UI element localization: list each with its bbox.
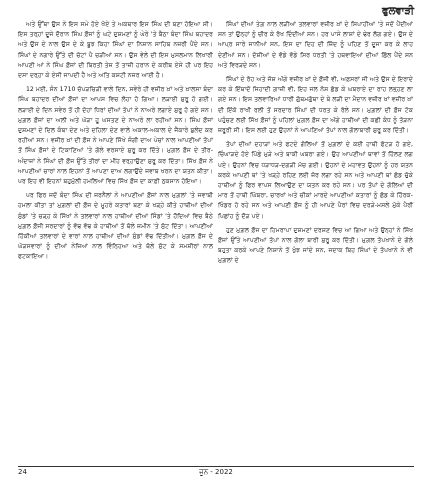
- paragraph: ਹੁਣ ਮੁਗ਼ਲ ਫ਼ੌਜ ਦਾ ਹਿਮਰਾਪਾ ਦੁਸ਼ਮਣਾਂ ਦਰਸ਼ਣ ਵਿਚ ਆ ਗਿਆ ਅਤੇ ਉਨ੍ਹਾਂ ਨੇ ਸਿੱਖ ਫ਼ੌਜਾਂ ਉੱਤੇ ਆਪਣੀਆਂ ਤੋਪਾਂ ਨਾਲ ਗੋਲਾ ਬਾਰੀ ਸ਼ੁਰੂ ਕਰ ਦਿੱਤੀ। ਮੁਗ਼ਲ ਤੋਪਖਾਨੇ ਦੇ ਗੋਲੇ ਬਹੁਤਾ ਕਰਕੇ ਆਪਣੇ ਨਿਸ਼ਾਨੇ ਤੋਂ ਖੁੰਝ ਜਾਂਦੇ ਸਨ, ਜਦਾਕ ਬਿਹ ਸਿੰਘਾਂ ਦੇ ਤੋਪਖਾਨੇ ਨੇ ਵੀ ਮੁਗ਼ਲਾਂ ਦੇ: [218, 226, 413, 265]
- masthead-title: ਫੁਲਵਾੜੀ: [382, 6, 414, 17]
- page-number: 24: [18, 468, 27, 476]
- paragraph: 12 ਮਈ, ਸੰਨ 1710 ਚੱਪੜਚਿੜੀ ਵਾਲੇ ਦਿਨ, ਸਵੇਰੇ ਹੀ ਵਜ਼ੀਰ ਖ਼ਾਂ ਅਤੇ ਖ਼ਾਲਸਾ ਬੰਦਾ ਸਿੰਘ ਬਹਾਦਰ ਦੀਆਂ ਫ਼ੌਜਾਂ ਦਾ ਆਪਸ ਵਿਚ ਲੋਹਾ ਹੋ ਗਿਆ। ਲੜਾਈ ਸ਼ੁਰੂ ਹੋ ਗਈ। ਲੜਾਈ ਦੇ ਦਿਨ ਸਵੇਰ ਤੋਂ ਹੀ ਦੋਹਾਂ ਧਿਰਾਂ ਦੀਆਂ ਤੋਪਾਂ ਨੇ ਨਾਅਰੇ ਲਗਾਏ ਸ਼ੁਰੂ ਹੋ ਗਏ ਸਨ। ਮੁਗ਼ਲ ਫ਼ੌਜਾਂ ਦਾ ਅਲੀ ਅਤੇ ਘੋੜਾ ਹੂ ਘਸਤਣ ਦੇ ਨਾਅਰੇ ਲਾ ਰਹੀਆਂ ਸਨ। ਸਿੰਘ ਫ਼ੌਜਾਂ ਦੁਸ਼ਮਣਾਂ ਦੇ ਦਿਲ ਕੰਬਾ ਦੇਣ ਅਤੇ ਦਹਿਲਾ ਦੇਣ ਵਾਲੇ ਅਕਾਲ-ਅਕਾਲ ਦੇ ਜੈਕਾਰੇ ਬੁਲੰਦ ਕਰ ਰਹੀਆਂ ਸਨ। ਵਜ਼ੀਰ ਖ਼ਾਂ ਦੀ ਫ਼ੌਜ ਨੇ ਆਪਣੇ ਸਿੱਖੇ ਜੰਗੀ ਦਾਅ ਪੇਚਾਂ ਨਾਲ ਆਪਣੀਆਂ ਤੋਪਾਂ ਤੋਂ ਸਿੰਘ ਫ਼ੌਜਾਂ ਦੇ ਟਿਕਾਣਿਆਂ 'ਤੇ ਗੋਲੇ ਵਰਸਾਏ ਸ਼ੁਰੂ ਕਰ ਦਿੱਤੇ। ਮੁਗ਼ਲ ਫ਼ੌਜ ਦੇ ਤੀਰ-ਅੰਦਾਜ਼ਾਂ ਨੇ ਸਿੰਘਾਂ ਦੀ ਫ਼ੌਜ ਉੱਤੇ ਤੀਰਾਂ ਦਾ ਮੀਂਹ ਵਰ੍ਹਾਉਣਾ ਸ਼ੁਰੂ ਕਰ ਦਿੱਤਾ। ਸਿੱਖ ਫ਼ੌਜ ਨੇ ਆਪਣੀਆਂ ਚਾਰਾਂ ਨਾਲ ਇਹਨਾਂ ਤੋਂ ਆਪਣਾ ਦਾਅ ਲਗਾਉਂਦੇ ਜਵਾਬ ਖਰਨ ਦਾ ਯਤਨ ਕੀਤਾ। ਪਰ ਇਹ ਵੀ ਇਹਨਾਂ ਬਹੁਮੁੱਲੀ ਹਮਲਿਆਂ ਵਿਚ ਸਿੱਖ ਫ਼ੌਜ ਦਾ ਕਾਫ਼ੀ ਨੁਕਸਾਨ ਹੋਇਆ।: [18, 86, 213, 186]
- left-column: [18, 20, 213, 267]
- paragraph: ਪਰ ਫਿਰ ਜਦੋਂ ਬੰਦਾ ਸਿੰਘ ਦੀ ਜਰਨੈਲਾਂ ਨੇ ਆਪਣੀਆਂ ਫ਼ੌਜਾਂ ਨਾਲ ਮੁਗ਼ਲਾਂ 'ਤੇ ਜਵਾਬੀ ਹਮਲਾ ਕੀਤਾ ਤਾਂ ਮੁਗ਼ਲਾਂ ਦੀ ਫ਼ੌਜ ਦੇ ਮੂਹਰੇ ਕਤਾਰਾਂ ਬਣਾ ਕੇ ਖੜ੍ਹੇ ਕੀਤੇ ਹਾਥੀਆਂ ਦੀਆਂ ਸੁੰਡਾਂ 'ਤੇ ਚੜ੍ਹ ਕੇ ਸਿੱਖਾਂ ਨੇ ਤਲਵਾਰਾਂ ਨਾਲ ਹਾਥੀਆਂ ਦੀਆਂ ਸਿੰਡਾਂ 'ਤੇ ਹੌਦਿਆਂ ਵਿਚ ਬੈਠੇ ਮੁਗ਼ਲ ਫ਼ੌਜੀ ਸਰਦਾਰਾਂ ਨੂੰ ਵੱਢ ਵੱਢ ਕੇ ਹਾਥੀਆਂ ਤੋਂ ਥੱਲੇ ਜ਼ਮੀਨ 'ਤੇ ਸੁੱਟ ਦਿੱਤਾ। ਆਪਣੀਆਂ ਹਿੱਕੀਆਂ ਤਲਵਾਰਾਂ ਦੇ ਵਾਰਾਂ ਨਾਲ ਹਾਥੀਆਂ ਦੀਆਂ ਸੁੰਡਾਂ ਵੱਢ ਦਿੱਤੀਆਂ। ਮੁਗ਼ਲ ਫ਼ੌਜ ਦੇ ਘੋੜਸਵਾਰਾਂ ਨੂੰ ਦੀਆਂ ਨੇਜ਼ਿਆਂ ਨਾਲ ਵਿੰਨ੍ਹਿਆ ਅਤੇ ਥੱਲੇ ਸੁੱਟ ਕੇ ਸਮਸ਼ੀਰਾਂ ਨਾਲ ਫਟਕਾਇਆ।: [18, 192, 213, 261]
- paragraph: ਤੋਪਾਂ ਦੀਆਂ ਦਹਾੜਾਂ ਅਤੇ ਫਟਦੇ ਗੋਲਿਆਂ ਤੋਂ ਮੁਗ਼ਲਾਂ ਦੇ ਕਈ ਹਾਥੀ ਫੱਟੜ ਹੋ ਗਏ, ਚਿੰਘਾੜਦੇ ਹੋਏ ਪਿੱਛੇ ਮੁੜੇ ਅਤੇ ਬਾਕੀ ਘਬਰਾ ਗਏ। ਉਹ ਆਪਣੀਆਂ ਥਾਵਾਂ ਤੋਂ ਹਿੱਲਣ ਲਗ ਪਏ। ਉਹਨਾਂ ਵਿਚ ਧੜਾਧੜ-ਦਗੜੀ ਮੱਚ ਗਈ। ਉਹਨਾਂ ਦੇ ਮਹਾਵਤ ਉਹਨਾਂ ਨੂੰ ਹਰ ਯਤਨ ਕਰਕੇ ਆਪਣੀ ਥਾਂ 'ਤੇ ਖੜ੍ਹੇ ਰਹਿਣ ਲਈ ਜ਼ੋਰ ਲਗਾ ਰਹੇ ਸਨ ਅਤੇ ਆਪਣੀ ਥਾਂ ਛੱਡ ਚੁੱਕੇ ਹਾਥੀਆਂ ਨੂੰ ਫਿਰ ਵਾਪਸ ਲਿਆਉਣ ਦਾ ਯਤਨ ਕਰ ਰਹੇ ਸਨ। ਪਰ ਤੋਪਾਂ ਦੇ ਗੋਲਿਆਂ ਦੀ ਮਾਰ ਤੋਂ ਹਾਥੀ ਘਿੱਬਰਾ, ਚਾਰਖਾਂ ਅਤੇ ਚੀਕਾਂ ਮਾਰਦੇ ਆਪਣੀਆਂ ਕਤਾਰਾਂ ਨੂੰ ਛੱਡ ਕੇ ਹਿੱਰਕ-ਖਿੰਡਰ ਹੋ ਰਹੇ ਸਨ ਅਤੇ ਆਪਣੀ ਫ਼ੌਜ ਨੂੰ ਹੀ ਆਪਣੇ ਪੈਰਾਂ ਵਿਚ ਦਰੜੇ-ਮਸਲੇ ਮੁੱਕੇ ਪੈਰੀਂ ਪਿਛਾਂਹ ਨੂੰ ਦੌੜ ਪਏ।: [218, 141, 413, 220]
- right-column: [218, 20, 413, 271]
- footer-divider: [18, 466, 414, 467]
- paragraph: ਸਿੰਘਾਂ ਦੇ ਰੋਹ ਅਤੇ ਜੋਸ਼ ਅੱਗੇ ਵਜ਼ੀਰ ਖ਼ਾਂ ਦੇ ਫ਼ੌਜੀ ਵੀ, ਅਫ਼ਸਰਾਂ ਜੀ ਅਤੇ ਉਸ ਦੇ ਇਰਾਦੇ ਕਰ ਕੇ ਇੱਥਾਦੋਂ ਜਿਹਾਦੀ ਗ਼ਾਜ਼ੀ ਵੀ, ਇਹ ਜਲ ਨੋਸ਼ ਛੱਡ ਕੇ ਘਬਰਾਏ ਦਾ ਰਾਹ ਲਭ੍ਹਣ ਲਾ ਗਏ ਸਨ। ਇਸ ਤਲਵਾਰਿਆਂ ਧਾਰੀ ਗੁੱਥਮਗੁੱਥਾ ਦੇ ਬੇ ਲੜੀ ਦਾ ਮੈਦਾਨ ਵਜ਼ੀਰ ਖ਼ਾਂ ਵਜ਼ੀਰ ਖ਼ਾਂ ਦੀ ਇੱਕੋ ਰਾਖੀ ਰਲੀ ਤੋਂ ਸਰਦਾਰ ਸਿੰਘਾਂ ਦੀ ਧਰਤ ਕੇ ਰੱਲੇ ਸਨ। ਮੁਗ਼ਲਾਂ ਦੀ ਫ਼ੌਜ ਟੱਕ ਪਹੁੰਚਣ ਲਈ ਸਿੱਖ ਫ਼ੌਜਾਂ ਨੂੰ ਪਹਿਲਾਂ ਮੁਗ਼ਲ ਫ਼ੌਜ ਦਾ ਅੱਗੇ ਹਾਥੀਆਂ ਦੀ ਕਛੀ ਕੰਧ ਨੂੰ ਤੋੜਨਾ ਜ਼ਰੂਰੀ ਸੀ। ਇਸ ਲਈ ਹੁਣ ਉਹਨਾਂ ਨੇ ਆਪਣਿਆਂ ਤੋਪਾਂ ਨਾਲ ਗੋਲਾਬਾਰੀ ਸ਼ੁਰੂ ਕਰ ਦਿੱਤੀ।: [218, 76, 413, 135]
- paragraph: ਅਤੇ ਉੱਥਾ ਉਸ ਨੇ ਇਸ ਸਮੇ ਹੋਏ ਖੋਏ ਤੇ ਅਕਥਾਰ ਇਸ ਸਿੰਘ ਦੀ ਬਣਾ ਹੋਇਆ ਸੀ। ਇਸ ਤਰ੍ਹਾਂ ਦੂਜੇ ਦੌਰਾਨ ਸਿੰਘ ਫ਼ੌਜਾਂ ਨੂੰ ਘਟੇ ਦੁਸ਼ਮਣਾਂ ਨੂੰ ਘੇਰੇ 'ਤੇ ਬੈਠਾ ਬੰਦਾ ਸਿੰਘ ਬਹਾਦਰ ਅਤੇ ਉਸ ਦੇ ਨਾਲ ਉਸ ਦੇ ਕੇ ਬੂਝ ਕਿਹਾ ਸਿੰਘਾਂ ਦਾ ਨਿਸ਼ਾਨ ਸਾਹਿਬ ਨਜ਼ਰੀ ਪੈਂਦੇ ਸਨ। ਸਿੰਘਾਂ ਦੇ ਨਗਾਰੇ ਉੱਤੇ ਦੀ ਚੋਟਾਂ ਪੈ ਚੜੀਆਂ ਸਨ। ਉਸ ਵੇਲੇ ਦੀ ਇਸ ਮੁਸਲਮਾਨ ਲਿਖਾਰੀ ਆਪਣੀ ਆਂ ਨੇ ਸਿੰਘ ਫ਼ੌਜਾਂ ਦੀ ਬਿਰਤੀ ਤੇਜ਼ ਤੋਂ ਤਾਜ਼ੀ ਹਰਾਨ ਦੇ ਕਰੀਬ ਏਸੇ ਹੀ ਪਰ ਇਹ ਦਸਾ ਦਰ੍ਹਾ ਕੇ ਏਸੀ ਜਾਪਦੀ ਹੈ ਅਤੇ ਅਤਿ ਕਸ਼ਟੀ ਨਜ਼ਰ ਆਈ ਹੈ।: [18, 21, 213, 80]
- paragraph: ਸਿੰਘਾਂ ਦੀਆਂ ਤੇਗ਼ ਨਾਲ ਲੜੀਆਂ ਤਲਵਾਰਾਂ ਵਜ਼ੀਰ ਖ਼ਾਂ ਦੇ ਸਿਪਾਹੀਆਂ 'ਤੇ ਜਦੋਂ ਪੈਂਦੀਆਂ ਸਨ ਤਾਂ ਉਨ੍ਹਾਂ ਨੂੰ ਚੀਰ ਕੇ ਰੱਖ ਦਿੰਦੀਆਂ ਸਨ। ਹਰ ਪਾਸੇ ਲਾਸ਼ਾਂ ਦੇ ਢੇਰ ਲੱਗ ਗਏ। ਉਸ ਦੇ ਆਪ੍ਰ ਸਾਰੇ ਜਾਨੀਆਂ ਸਨ, ਇਸ ਦਾ ਦਿਹ ਦੀ ਜ਼ਿੱਦ ਨੂੰ ਪਹਿਣ ਤੋਂ ਦੂਜਾ ਕਰ ਕੇ ਲਾਹ ਦੇਣੀਆਂ ਸਨ। ਦੋਸ਼ੀਆਂ ਦੇ ਵੱਡੇ ਵੱਡੇ ਸਿਰ ਧਰਤੀ 'ਤੇ ਹਥਵਾਇਆਂ ਦੀਆਂ ਛਿੱਲ ਪੈਂਦੇ ਸਨ ਅਤੇ ਵਿਰੜਦੇ ਸਨ।: [218, 21, 413, 69]
- issue-date: ਜੂਨ - 2022: [199, 468, 233, 476]
